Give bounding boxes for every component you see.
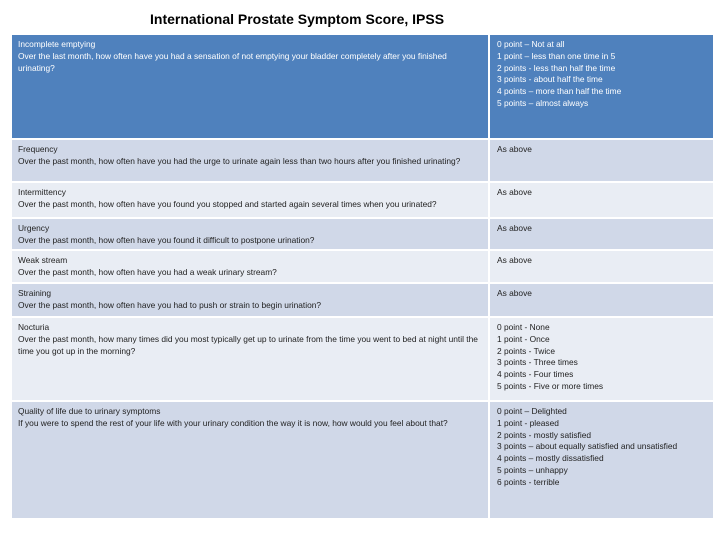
answer-line: 2 points - Twice <box>497 345 556 356</box>
answer-line: 1 point - pleased <box>497 417 559 428</box>
question-cell <box>12 283 489 317</box>
question-title: Urgency <box>18 223 50 233</box>
answer-cell <box>489 218 713 250</box>
answer-line: As above <box>497 255 532 265</box>
table-row <box>12 35 713 139</box>
question-text: Over the past month, how often have you had the urge to urinate again less than two hours after you finished urinating? <box>18 155 461 166</box>
table-row <box>12 218 713 250</box>
question-text: Over the past month, how often have you had a weak urinary stream? <box>18 266 277 277</box>
answer-line: 4 points - Four times <box>497 369 574 380</box>
answer-line: 2 points - less than half the time <box>497 62 616 73</box>
answer-cell <box>489 317 713 401</box>
question-title: Frequency <box>18 144 58 154</box>
question-cell <box>12 35 489 139</box>
answer-cell <box>489 139 713 182</box>
answer-line: As above <box>497 223 532 233</box>
question-text: Over the past month, how many times did you most typically get up to urinate from the time you went to bed at night until the time you got up in the morning? <box>18 333 481 356</box>
answer-line: 0 point – Delighted <box>497 406 567 416</box>
table-row <box>12 182 713 218</box>
answer-line: As above <box>497 144 532 154</box>
question-text: Over the past month, how often have you had to push or strain to begin urination? <box>18 299 322 310</box>
table-row <box>12 139 713 182</box>
answer-line: 5 points - Five or more times <box>497 380 604 391</box>
answer-line: 0 point - None <box>497 322 550 332</box>
answer-line: 3 points - Three times <box>497 357 578 368</box>
question-title: Quality of life due to urinary symptoms <box>18 406 161 416</box>
answer-line: 1 point - Once <box>497 333 550 344</box>
answer-line: As above <box>497 187 532 197</box>
question-text: Over the last month, how often have you had a sensation of not emptying your bladder completely after you finished urinating? <box>18 50 450 73</box>
answer-line: 6 points - terrible <box>497 476 560 487</box>
ipss-table <box>12 35 713 520</box>
question-cell <box>12 182 489 218</box>
answer-line: As above <box>497 288 532 298</box>
answer-line: 5 points – unhappy <box>497 464 568 475</box>
answer-line: 0 point – Not at all <box>497 39 565 49</box>
answer-cell <box>489 182 713 218</box>
question-text: If you were to spend the rest of your life with your urinary condition the way it is now, how would you feel about that? <box>18 417 448 428</box>
table-row <box>12 250 713 283</box>
question-text: Over the past month, how often have you found it difficult to postpone urination? <box>18 234 315 245</box>
question-title: Intermittency <box>18 187 66 197</box>
answer-line: 3 points - about half the time <box>497 74 603 85</box>
answer-cell <box>489 401 713 519</box>
table-row <box>12 317 713 401</box>
answer-line: 4 points – more than half the time <box>497 86 622 97</box>
question-cell <box>12 218 489 250</box>
question-cell <box>12 250 489 283</box>
answer-line: 5 points – almost always <box>497 97 589 108</box>
question-title: Incomplete emptying <box>18 39 96 49</box>
answer-line: 3 points – about equally satisfied and unsatisfied <box>497 441 678 452</box>
question-title: Straining <box>18 288 52 298</box>
question-cell <box>12 317 489 401</box>
question-cell <box>12 139 489 182</box>
answer-cell <box>489 250 713 283</box>
question-title: Weak stream <box>18 255 68 265</box>
answer-line: 4 points – mostly dissatisfied <box>497 453 604 464</box>
answer-line: 2 points - mostly satisfied <box>497 429 592 440</box>
question-title: Nocturia <box>18 322 50 332</box>
answer-cell <box>489 35 713 139</box>
answer-line: 1 point – less than one time in 5 <box>497 50 616 61</box>
table-row <box>12 283 713 317</box>
table-row <box>12 401 713 519</box>
page-title: International Prostate Symptom Score, IPSS <box>150 11 445 27</box>
question-text: Over the past month, how often have you found you stopped and started again several times when you urinated? <box>18 198 437 209</box>
question-cell <box>12 401 489 519</box>
answer-cell <box>489 283 713 317</box>
